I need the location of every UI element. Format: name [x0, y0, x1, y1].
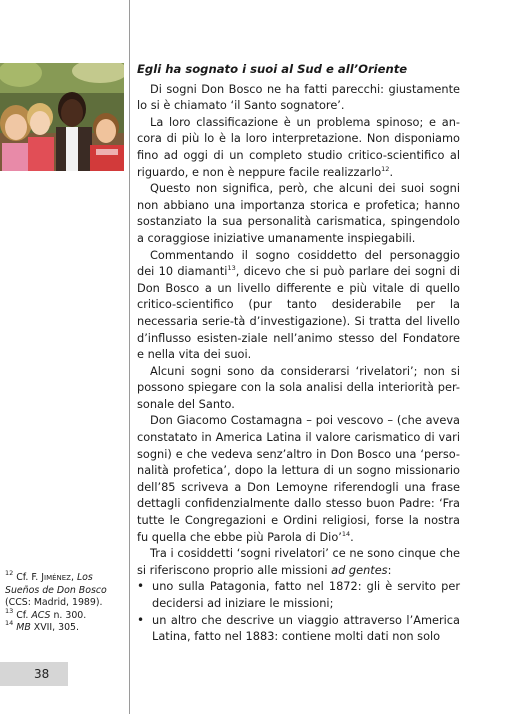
page-number: 38: [34, 667, 50, 681]
paragraph-text: Di sogni Don Bosco ne ha fatti parecchi: giustamente lo si è chiamato ‘il Santo sognatore’.: [137, 81, 460, 113]
footnote-text: Cf.: [13, 609, 32, 621]
paragraph-text: Commentando il sogno cosiddetto del personaggio dei 10 diamanti: [137, 247, 460, 279]
footnote-text: Jiménez: [41, 572, 71, 583]
photo-children-with-missionary: [0, 63, 124, 171]
footnote: [5, 569, 125, 610]
list-item: [137, 578, 460, 611]
paragraph-text: Questo non significa, però, che alcuni dei suoi sogni non abbiano una importanza storica e profetica; hanno sostanziato la sua personalità carismatica, spingendolo a coraggiose iniziative umanamente inspiegabili.: [137, 181, 460, 245]
paragraphs: [137, 81, 460, 579]
footnote-number: 13: [5, 606, 14, 615]
footnote-ref: 14: [341, 529, 351, 538]
footnote-text: Los Sueños de Don Bosco: [5, 572, 107, 596]
paragraph-text: ad gentes: [331, 562, 388, 577]
photo-illustration: [0, 63, 124, 171]
paragraph-text: .: [350, 529, 354, 544]
footnote-text: ACS: [31, 609, 51, 621]
footnote-ref: 12: [381, 164, 390, 173]
paragraph: [137, 545, 460, 578]
paragraph-text: La loro classificazione è un problema spinoso; e an-cora di più lo è la loro interpretazione. Non disponiamo fino ad oggi di un completo studio critico-scientifico al riguardo, e non è neppure facile realizzarlo: [137, 114, 460, 179]
footnote-text: (CCS: Madrid, 1989).: [5, 597, 103, 609]
paragraph: [137, 81, 460, 114]
footnote-text: MB: [16, 622, 31, 634]
bullet-icon: •: [137, 579, 145, 594]
footnote-text: ,: [70, 572, 77, 583]
footnote-text: Cf. F.: [13, 572, 42, 583]
list-item-text: un altro che descrive un viaggio attraverso l’America Latina, fatto nel 1883: contiene molti dati non solo: [152, 612, 460, 644]
footnote-ref: 13: [227, 264, 236, 273]
page-number-box: [0, 662, 68, 686]
mission-dreams-list: [137, 578, 460, 644]
paragraph-text: Alcuni sogni sono da considerarsi ‘rivelatori’; non si possono spiegare con la sola analisi della interiorità per-sonale del Santo.: [137, 363, 460, 411]
main-text-column: [137, 61, 460, 645]
footnote: [5, 619, 125, 635]
paragraph-text: , dicevo che si può parlare dei sogni di Don Bosco a un livello differente e più vitale di quello critico-scientifico (pur tanto desiderabile per la necessaria serie-tà d’investigazione). Si tratta del livello d’influsso esisten-ziale nell’animo stesso del Fondatore e nella vita dei suoi.: [137, 264, 460, 362]
column-divider: [129, 0, 130, 714]
footnote-number: 12: [5, 569, 14, 577]
footnote-text: n. 300.: [50, 609, 87, 621]
paragraph-text: .: [389, 164, 394, 179]
footnote: [5, 606, 125, 623]
list-item: [137, 612, 460, 645]
paragraph: [137, 412, 460, 545]
paragraph: [137, 114, 460, 180]
paragraph-text: Tra i cosiddetti ‘sogni rivelatori’ ce ne sono cinque che si riferiscono proprio alle missioni: [137, 546, 460, 577]
footnote-number: 14: [5, 619, 14, 628]
footnotes: [5, 569, 125, 635]
paragraph: [137, 180, 460, 246]
paragraph-text: :: [387, 562, 392, 577]
paragraph: [137, 363, 460, 413]
list-item-text: uno sulla Patagonia, fatto nel 1872: gli è servito per decidersi ad iniziare le missioni;: [152, 579, 460, 610]
bullet-icon: •: [137, 612, 145, 627]
section-heading: Egli ha sognato i suoi al Sud e all’Oriente: [137, 62, 408, 76]
paragraph-text: Don Giacomo Costamagna – poi vescovo – (che aveva constatato in America Latina il valore carismatico di vari sogni) e che vedeva senz’altro in Don Bosco una ‘perso-nalità profetica’, dopo la lettura di un sogno missionario dell’85 scriveva a Don Lemoyne riferendogli una frase dettagli confidenzialmente dallo stesso buon Padre: ‘Fra tutte le Congregazioni e Ordini religiosi, forse la nostra fu quella che ebbe più Parola di Dio’: [137, 413, 460, 544]
footnote-text: XVII, 305.: [30, 622, 79, 634]
paragraph: [137, 247, 460, 363]
